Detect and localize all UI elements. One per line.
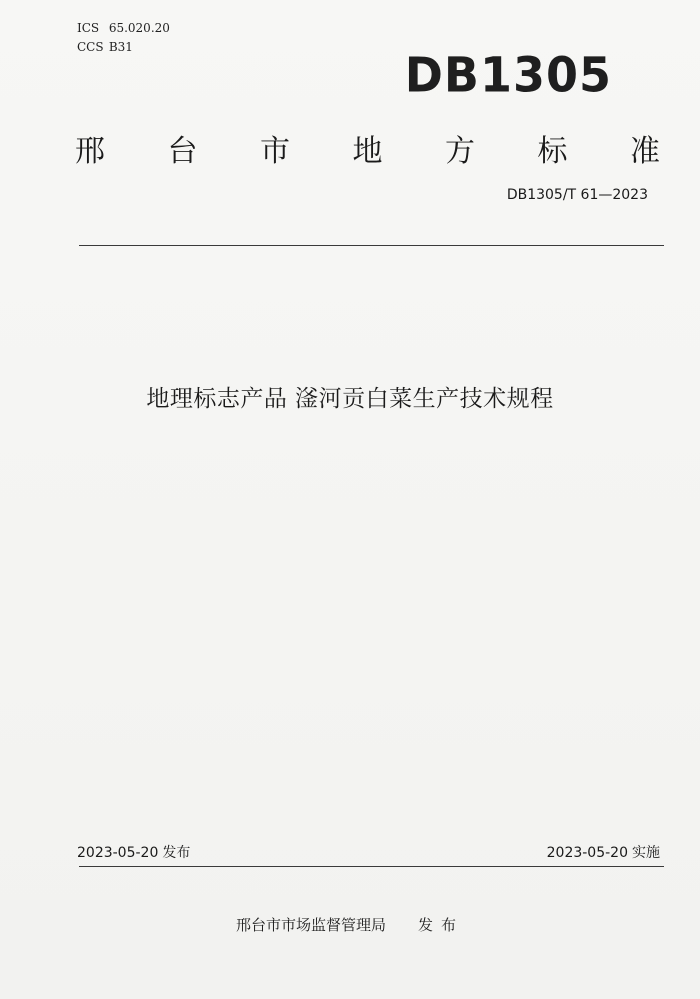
implement-date-value: 2023-05-20 bbox=[546, 845, 628, 861]
standard-kind bbox=[75, 126, 660, 170]
standard-mark: DB1305 bbox=[404, 46, 612, 104]
issue-date-label: 发布 bbox=[162, 845, 191, 861]
issuer-action: 发布 bbox=[418, 916, 465, 934]
issuer-name: 邢台市市场监督管理局 bbox=[235, 916, 386, 934]
header-divider bbox=[79, 245, 664, 246]
standard-kind-char: 邢 bbox=[75, 134, 105, 169]
ics-classification bbox=[77, 21, 170, 35]
ics-label: ICS bbox=[77, 21, 100, 35]
standard-kind-char: 地 bbox=[352, 134, 383, 169]
standard-code: DB1305/T 61—2023 bbox=[506, 187, 648, 203]
issue-date-value: 2023-05-20 bbox=[77, 845, 159, 861]
issuer-line bbox=[0, 914, 700, 935]
standard-kind-char: 准 bbox=[630, 134, 660, 169]
issue-date bbox=[77, 842, 190, 862]
standard-kind-char: 台 bbox=[167, 134, 198, 169]
ccs-value: B31 bbox=[108, 40, 133, 54]
footer-divider bbox=[79, 866, 664, 867]
implement-date-label: 实施 bbox=[632, 845, 660, 861]
ccs-label: CCS bbox=[77, 40, 104, 54]
implement-date bbox=[547, 842, 660, 862]
standard-kind-char: 市 bbox=[260, 134, 290, 169]
standard-kind-char: 方 bbox=[445, 134, 475, 169]
ccs-classification bbox=[77, 40, 133, 54]
document-title: 地理标志产品 滏河贡白菜生产技术规程 bbox=[146, 386, 554, 412]
standard-kind-char: 标 bbox=[537, 134, 568, 169]
ics-value: 65.020.20 bbox=[108, 21, 170, 35]
